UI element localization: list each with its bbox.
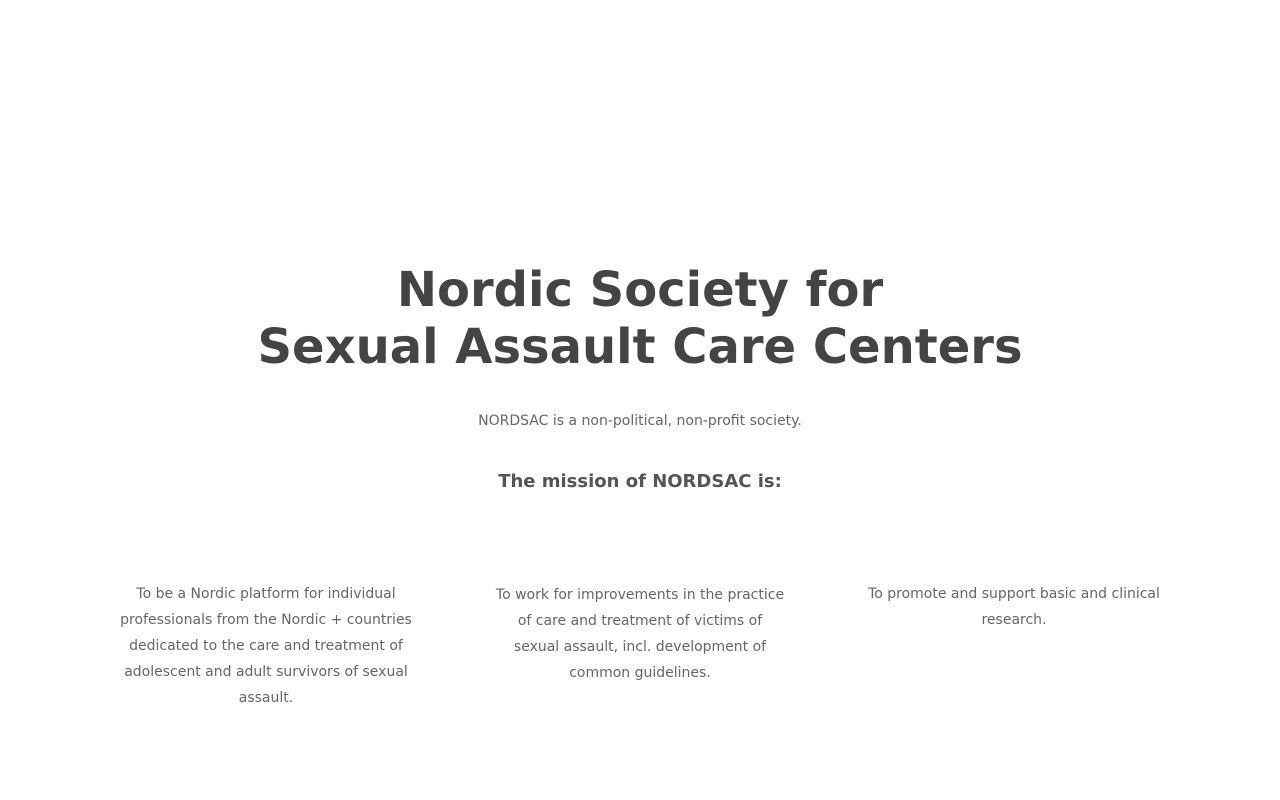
page-title-line-1: Nordic Society for (396, 262, 884, 318)
mission-item-research: To promote and support basic and clinical research. (868, 586, 1160, 628)
page-title-line-2: Sexual Assault Care Centers (257, 319, 1023, 375)
tagline: NORDSAC is a non-political, non-profit society. (478, 413, 802, 429)
mission-item-improvements: To work for improvements in the practice of care and treatment of victims of sexual assault, incl. development of common guidelines. (495, 587, 785, 681)
page-title (0, 262, 1280, 376)
mission-item-platform: To be a Nordic platform for individual professionals from the Nordic + countries dedicated to the care and treatment of adolescent and adult survivors of sexual assault. (120, 586, 412, 706)
mission-heading: The mission of NORDSAC is: (498, 471, 782, 492)
